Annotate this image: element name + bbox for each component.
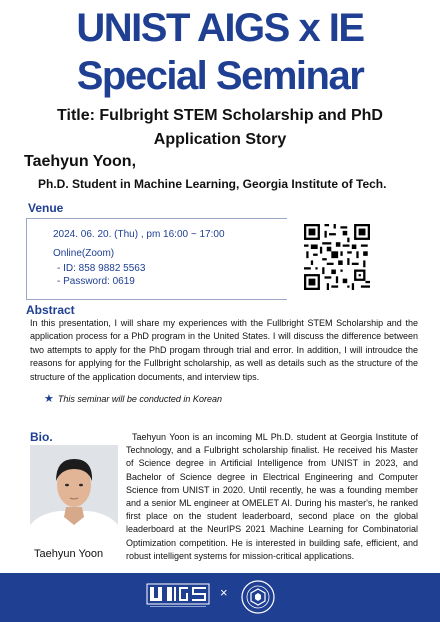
talk-title-line1: Title: Fulbright STEM Scholarship and PhD xyxy=(57,107,383,124)
qr-code-icon[interactable] xyxy=(304,224,370,290)
separator-cross: × xyxy=(220,585,228,600)
talk-title xyxy=(0,104,440,152)
speaker-name: Taehyun Yoon, xyxy=(24,153,137,170)
venue-mode: Online(Zoom) xyxy=(53,248,115,259)
zoom-id: - ID: 858 9882 5563 xyxy=(57,263,146,274)
zoom-password: - Password: 0619 xyxy=(57,276,135,287)
abstract-heading: Abstract xyxy=(26,303,75,317)
bio-heading: Bio. xyxy=(30,430,53,444)
star-icon: ★ xyxy=(44,393,54,405)
speaker-photo xyxy=(30,445,118,540)
speaker-affiliation: Ph.D. Student in Machine Learning, Georgia Institute of Tech. xyxy=(38,177,387,191)
poster-title-line1: UNIST AIGS x IE xyxy=(76,6,364,50)
portrait-icon xyxy=(30,445,118,540)
language-note-text: This seminar will be conducted in Korean xyxy=(57,394,222,404)
unist-emblem-icon xyxy=(240,579,276,615)
photo-caption: Taehyun Yoon xyxy=(34,548,104,560)
abstract-text: In this presentation, I will share my experiences with the Fullbright STEM Scholarship and the application process for a PhD program in the United States. I will discuss the difference between two attempts to apply for the PhD progam through trial and error. In addition, I will introudce the reasons for applying for the Fullbright scholarship, as well as details such as the structure of the structure of the application documents, and interview tips. xyxy=(30,318,418,382)
language-note xyxy=(44,392,222,405)
poster-title-line2: Special Seminar xyxy=(76,54,364,98)
venue-datetime: 2024. 06. 20. (Thu) , pm 16:00 ~ 17:00 xyxy=(53,229,225,240)
talk-title-line2: Application Story xyxy=(153,131,287,148)
venue-heading: Venue xyxy=(28,201,64,215)
bio-text: Taehyun Yoon is an incoming ML Ph.D. student at Georgia Institute of Technology, and a Fulbright scholarship finalist. He received his Master of Science degree in Artificial Intelligence from UNIST in 2023, and Bachelor of Science degree in Electrical Engineering and Computer Science from UNIST in 2020. Until recently, he was a founding member and a senior ML engineer at OMELET AI. During his master's, he ranked first place on the student leaderboard, second place on the global leaderboard at the NeurIPS 2021 Machine Learning for Combinatorial Optimization competition. He is interested in building safe, efficient, and robust intelligent systems for mission-critical applications. xyxy=(126,432,418,561)
unist-aigs-logo-icon xyxy=(146,582,210,610)
